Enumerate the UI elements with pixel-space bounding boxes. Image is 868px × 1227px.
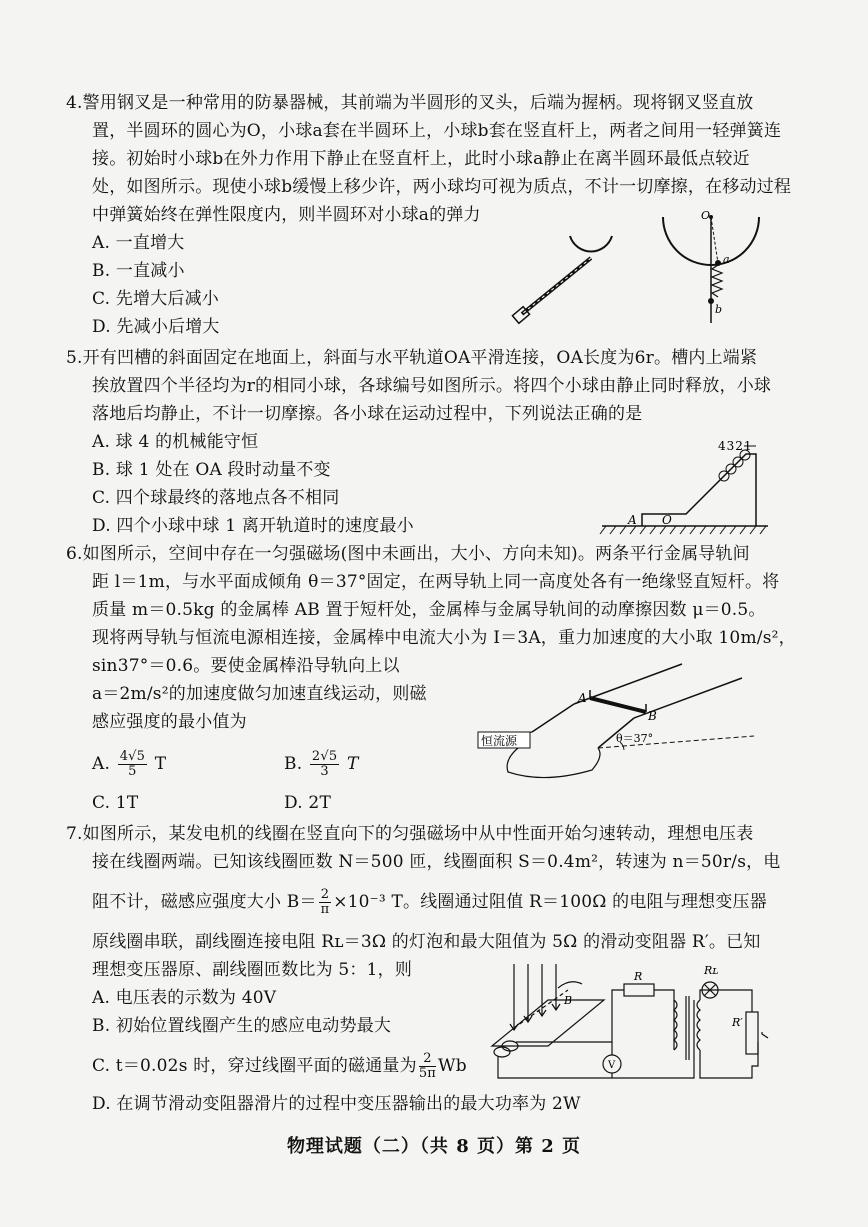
q6-line-7: 感应强度的最小值为 [92, 712, 247, 732]
q7-option-d: D. 在调节滑动变阻器滑片的过程中变压器输出的最大功率为 2W [92, 1094, 581, 1114]
q5-option-c: C. 四个球最终的落地点各不相同 [92, 488, 340, 508]
q6-label-a: A [578, 691, 587, 705]
q7-option-b: B. 初始位置线圈产生的感应电动势最大 [92, 1016, 392, 1036]
q6-line-4: 现将两导轨与恒流电源相连接，金属棒中电流大小为 I＝3A，重力加速度的大小取 10m/s²， [92, 628, 796, 648]
q5-incline-figure [598, 428, 773, 536]
q5-option-a: A. 球 4 的机械能守恒 [92, 432, 259, 452]
q6-label-source: 恒流源 [481, 734, 518, 748]
q6-option-b: B. $\frac{2√5}{3}$ T [284, 749, 359, 779]
q4-option-d: D. 先减小后增大 [92, 317, 220, 337]
q6-label-b: B [648, 709, 657, 723]
q7-line-6: 理想变压器原、副线圈匝数比为 5：1，则 [92, 960, 413, 980]
q4-line-4: 处，如图所示。现使小球b缓慢上移少许，两小球均可视为质点，不计一切摩擦，在移动过程 [92, 177, 792, 197]
q6-option-a: A. $\frac{4√5}{5}$ T [92, 749, 167, 779]
q6-label-angle: θ＝37° [616, 732, 654, 745]
q4-label-b: b [715, 303, 723, 316]
q7-label-b: B [564, 994, 573, 1007]
q7-line-1: 7.如图所示，某发电机的线圈在竖直向下的匀强磁场中从中性面开始匀速转动，理想电压表 [66, 824, 754, 844]
q6-line-5: sin37°＝0.6。要使金属棒沿导轨向上以 [92, 656, 400, 676]
q7-line-2: 接在线圈两端。已知该线圈匝数 N＝500 匝，线圈面积 S＝0.4m²，转速为 n＝50r/s，电 [92, 852, 781, 872]
q4-line-3: 接。初始时小球b在外力作用下静止在竖直杆上，此时小球a静止在离半圆环最低点较近 [92, 149, 750, 169]
q7-label-rl: Rʟ [704, 964, 719, 977]
q6-option-d: D. 2T [284, 793, 331, 813]
q4-label-a: a [723, 253, 730, 266]
q6-line-3: 质量 m＝0.5kg 的金属棒 AB 置于短杆处，金属棒与金属导轨间的动摩擦因数 μ＝0.5。 [92, 600, 766, 620]
q5-label-a: A [628, 513, 637, 527]
q7-circuit-figure [484, 960, 774, 1085]
q4-option-b: B. 一直减小 [92, 261, 185, 281]
q6-line-6: a＝2m/s²的加速度做匀加速直线运动，则磁 [92, 684, 427, 704]
q6-rail-figure [474, 660, 764, 785]
q4-line-5: 中弹簧始终在弹性限度内，则半圆环对小球a的弹力 [92, 205, 481, 225]
q4-line-2: 置，半圆环的圆心为O，小球a套在半圆环上，小球b套在竖直杆上，两者之间用一轻弹簧连 [92, 121, 782, 141]
q7-option-a: A. 电压表的示数为 40V [92, 988, 277, 1008]
q5-option-b: B. 球 1 处在 OA 段时动量不变 [92, 460, 331, 480]
q7-option-c: C. t＝0.02s 时，穿过线圈平面的磁通量为 $\frac{2}{5\pi}$ Wb [92, 1051, 467, 1081]
q7-label-r: R [634, 970, 643, 983]
q6-line-2: 距 l＝1m，与水平面成倾角 θ＝37°固定，在两导轨上同一高度处各有一绝缘竖直短杆。将 [92, 572, 780, 592]
q4-line-1: 4.警用钢叉是一种常用的防暴器械，其前端为半圆形的叉头，后端为握柄。现将钢叉竖直放 [66, 93, 754, 113]
q6-option-c: C. 1T [92, 793, 139, 813]
q4-ring-figure [655, 205, 765, 325]
q7-label-rp: R′ [732, 1016, 743, 1029]
q5-label-balls: 4321 [718, 439, 753, 453]
q5-option-d: D. 四个小球中球 1 离开轨道时的速度最小 [92, 516, 414, 536]
q5-line-1: 5.开有凹槽的斜面固定在地面上，斜面与水平轨道OA平滑连接，OA长度为6r。槽内上端紧 [66, 348, 758, 368]
q4-option-c: C. 先增大后减小 [92, 289, 220, 309]
q6-line-1: 6.如图所示，空间中存在一匀强磁场(图中未画出，大小、方向未知)。两条平行金属导轨间 [66, 544, 750, 564]
q7-line-5: 原线圈串联，副线圈连接电阻 Rʟ＝3Ω 的灯泡和最大阻值为 5Ω 的滑动变阻器 R′。已知 [92, 932, 761, 952]
q5-line-3: 落地后均静止，不计一切摩擦。各小球在运动过程中，下列说法正确的是 [92, 404, 643, 424]
q7-label-v: V [608, 1060, 616, 1071]
page-footer: 物理试题（二）（共 8 页）第 2 页 [286, 1136, 582, 1157]
q5-label-o: O [662, 513, 672, 527]
q4-option-a: A. 一直增大 [92, 233, 185, 253]
q7-line-3: 阻不计，磁感应强度大小 B＝ $\frac{2}{\pi}$ ×10⁻³ T。线圈通过阻值 R＝100Ω 的电阻与理想变压器 [92, 887, 767, 917]
q4-label-o: O [701, 209, 711, 222]
q4-fork-figure [508, 222, 618, 327]
q5-line-2: 挨放置四个半径均为r的相同小球，各球编号如图所示。将四个小球由静止同时释放，小球 [92, 376, 772, 396]
